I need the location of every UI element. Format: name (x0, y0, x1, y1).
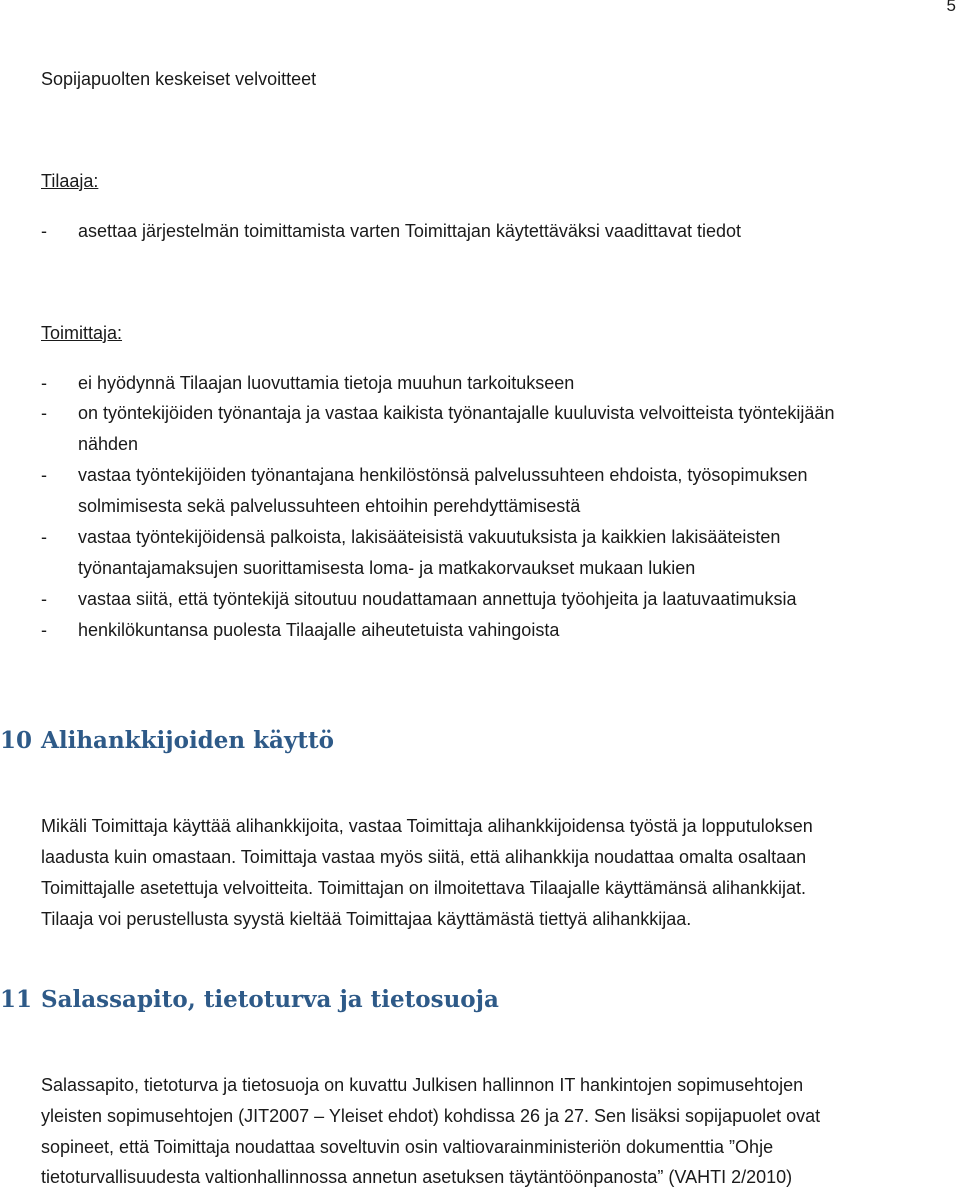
intro-title: Sopijapuolten keskeiset velvoitteet (41, 69, 317, 89)
toimittaja-item-6: henkilökuntansa puolesta Tilaajalle aiheutetuista vahingoista (78, 620, 560, 640)
section-10-line-4: Tilaaja voi perustellusta syystä kieltää Toimittajaa käyttämästä tiettyä alihankkijaa. (41, 909, 692, 929)
toimittaja-label: Toimittaja: (41, 323, 123, 343)
section-11-line-1: Salassapito, tietoturva ja tietosuoja on kuvattu Julkisen hallinnon IT hankintojen sopimusehtojen (41, 1075, 804, 1095)
section-11-heading (0, 986, 499, 1014)
toimittaja-item-5: vastaa siitä, että työntekijä sitoutuu noudattamaan annettuja työohjeita ja laatuvaatimuksia (78, 589, 797, 609)
bullet-dash: - (41, 527, 47, 547)
bullet-dash: - (41, 221, 47, 241)
toimittaja-item-2-line-1: on työntekijöiden työnantaja ja vastaa kaikista työnantajalle kuuluvista velvoitteista työntekijään (78, 403, 835, 423)
section-11-line-2: yleisten sopimusehtojen (JIT2007 – Yleiset ehdot) kohdissa 26 ja 27. Sen lisäksi sopijapuolet ovat (41, 1106, 821, 1126)
section-10-line-1: Mikäli Toimittaja käyttää alihankkijoita, vastaa Toimittaja alihankkijoidensa työstä ja lopputuloksen (41, 816, 813, 836)
tilaaja-label: Tilaaja: (41, 171, 99, 191)
bullet-dash: - (41, 589, 47, 609)
tilaaja-item-1: asettaa järjestelmän toimittamista varten Toimittajan käytettäväksi vaadittavat tiedot (78, 221, 741, 241)
bullet-dash: - (41, 373, 47, 393)
bullet-dash: - (41, 403, 47, 423)
section-11-line-4: tietoturvallisuudesta valtionhallinnossa annetun asetuksen täytäntöönpanosta” (VAHTI 2/2010) (41, 1167, 793, 1187)
section-10-line-3: Toimittajalle asetettuja velvoitteita. Toimittajan on ilmoitettava Tilaajalle käyttämänsä alihankkijat. (41, 878, 807, 898)
bullet-dash: - (41, 620, 47, 640)
toimittaja-item-4-line-2: työnantajamaksujen suorittamisesta loma- ja matkakorvaukset mukaan lukien (78, 558, 696, 578)
section-10-heading (0, 727, 334, 755)
toimittaja-item-3-line-2: solmimisesta sekä palvelussuhteen ehtoihin perehdyttämisestä (78, 496, 581, 516)
section-10-line-2: laadusta kuin omastaan. Toimittaja vastaa myös siitä, että alihankkija noudattaa omalta osaltaan (41, 847, 807, 867)
toimittaja-item-1: ei hyödynnä Tilaajan luovuttamia tietoja muuhun tarkoitukseen (78, 373, 575, 393)
bullet-dash: - (41, 465, 47, 485)
section-11-number: 11 (0, 986, 33, 1013)
section-10-title: Alihankkijoiden käyttö (41, 727, 334, 754)
toimittaja-item-4-line-1: vastaa työntekijöidensä palkoista, lakisääteisistä vakuutuksista ja kaikkien lakisääteisten (78, 527, 781, 547)
section-11-line-3: sopineet, että Toimittaja noudattaa soveltuvin osin valtiovarainministeriön dokumenttia ”Ohje (41, 1137, 774, 1157)
page-number: 5 (946, 0, 956, 15)
toimittaja-item-2-line-2: nähden (78, 434, 139, 454)
toimittaja-item-3-line-1: vastaa työntekijöiden työnantajana henkilöstönsä palvelussuhteen ehdoista, työsopimuksen (78, 465, 808, 485)
section-11-title: Salassapito, tietoturva ja tietosuoja (41, 986, 499, 1013)
section-10-number: 10 (0, 727, 33, 754)
